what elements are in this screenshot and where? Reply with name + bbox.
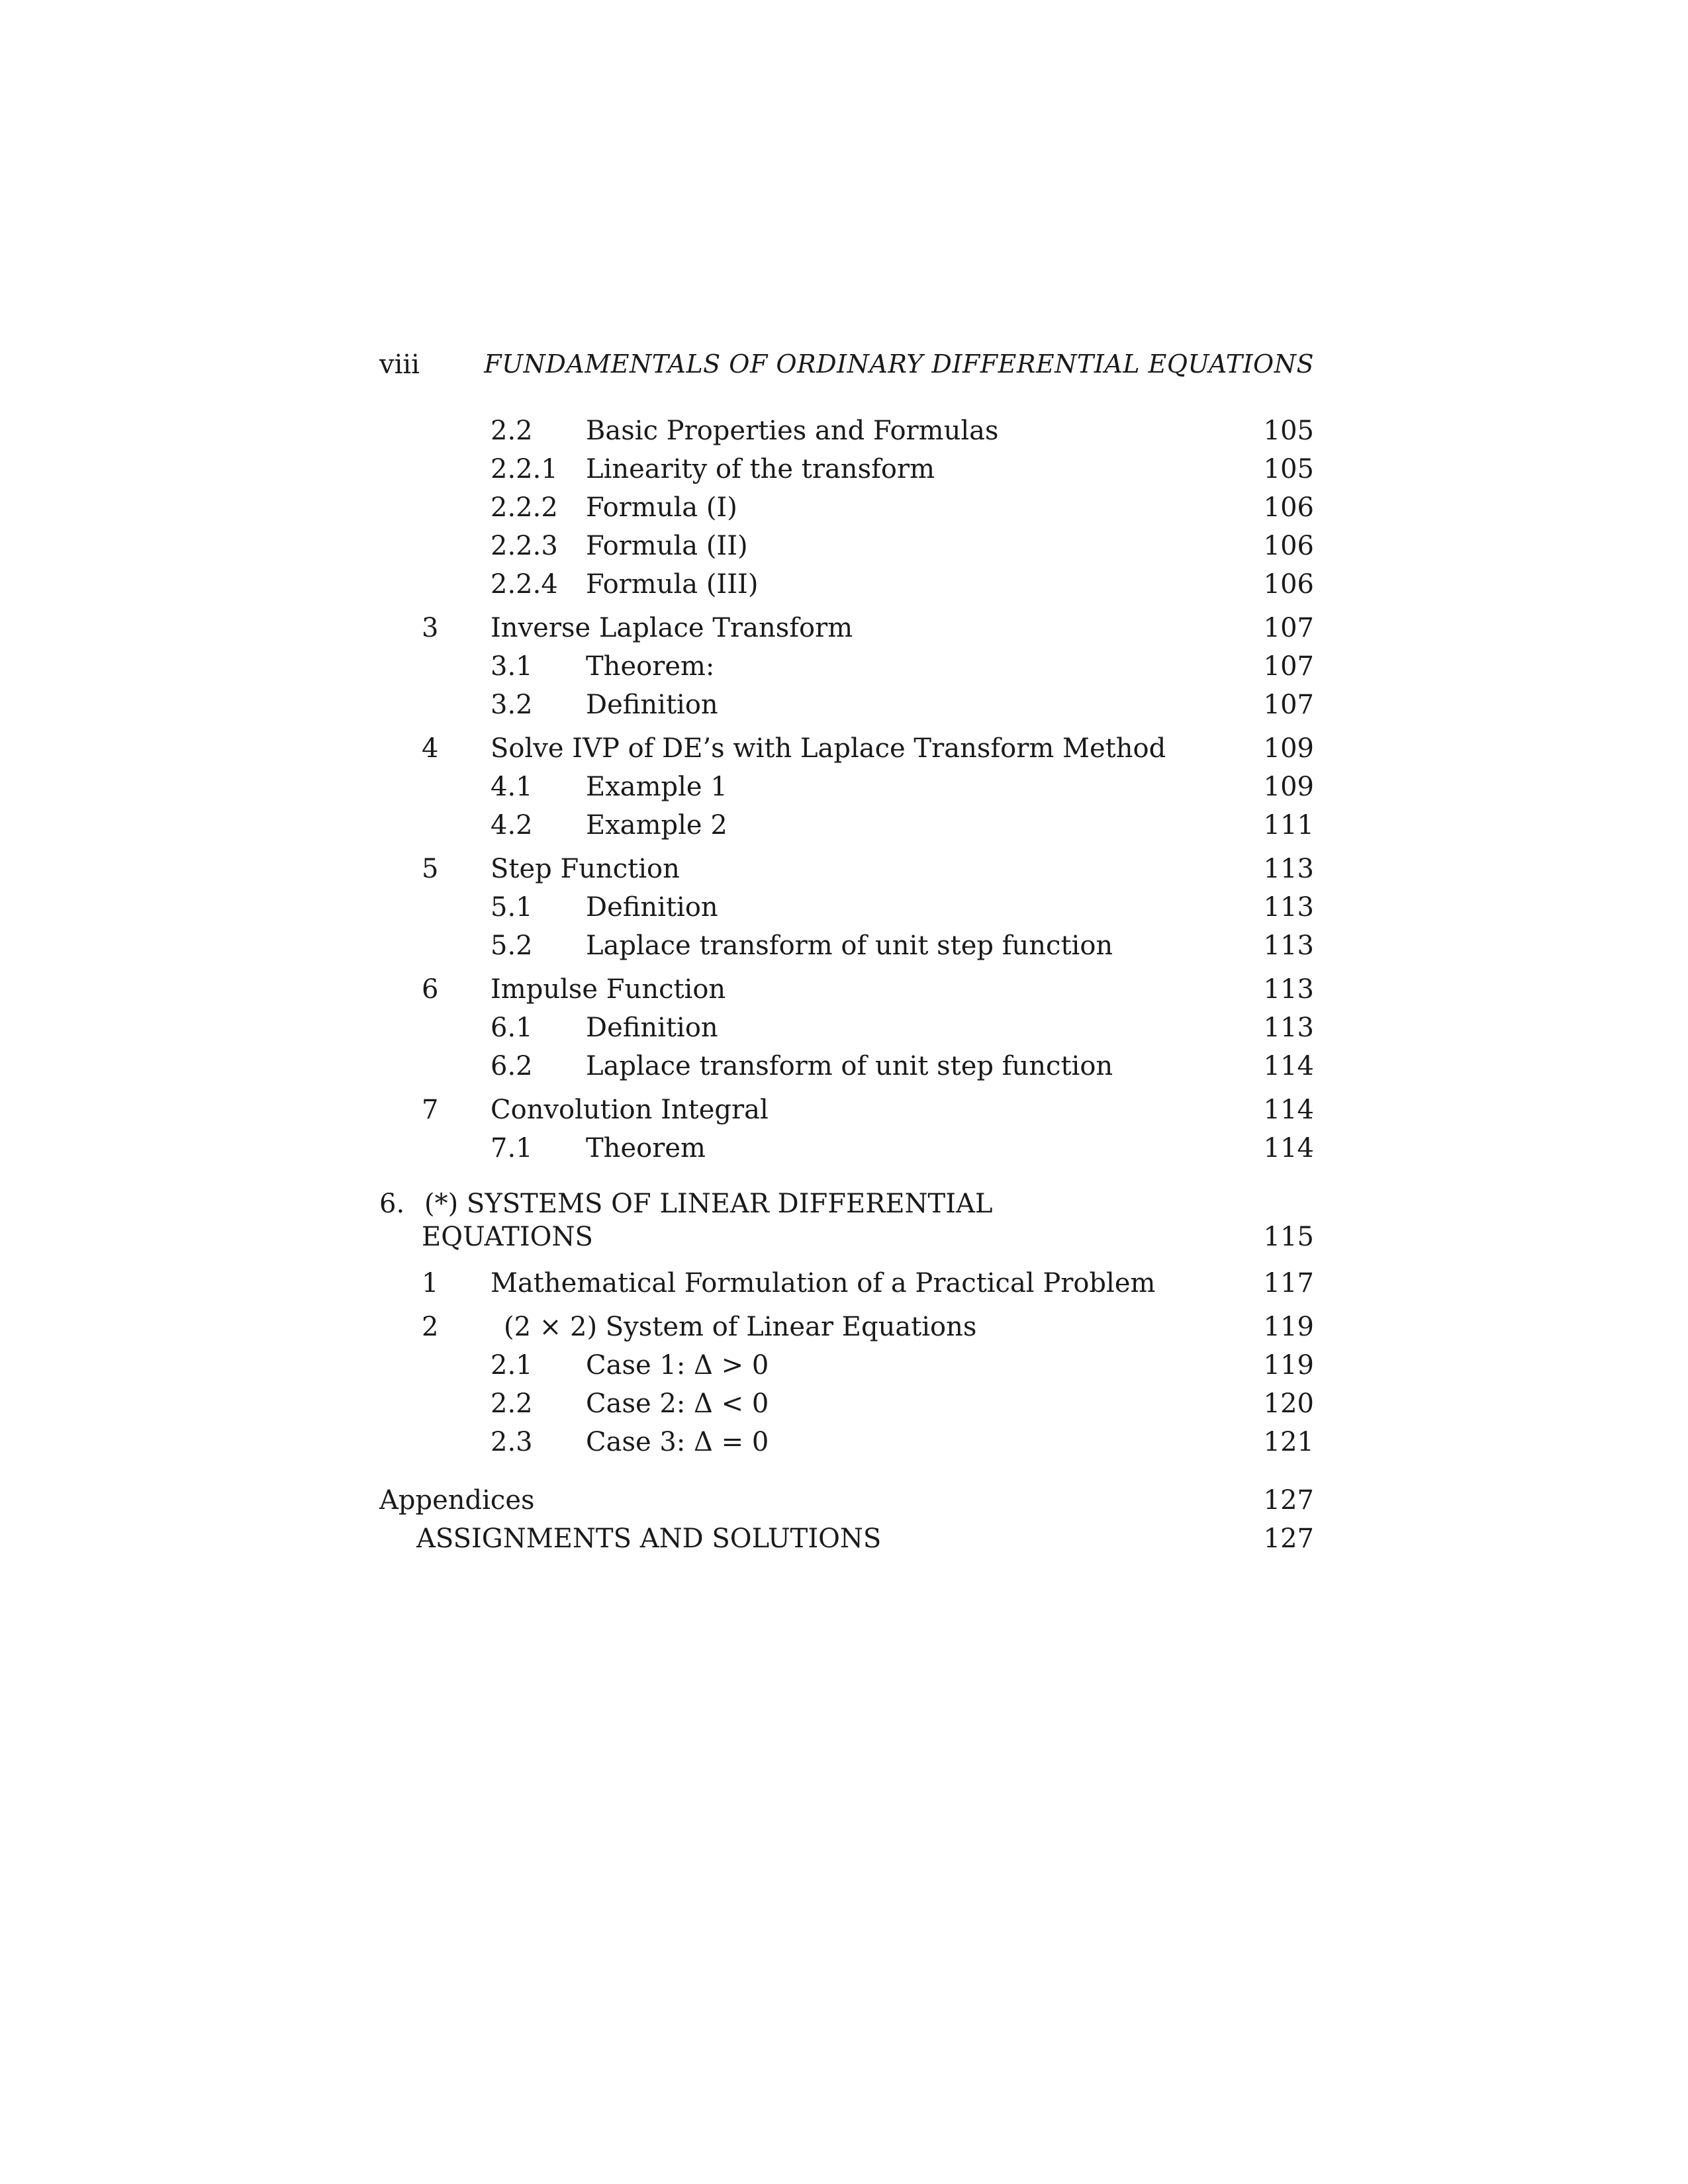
running-head	[379, 349, 1314, 389]
toc-title: Laplace transform of unit step function	[586, 931, 1113, 961]
toc-title: Linearity of the transform	[586, 454, 935, 484]
toc-entry-7[interactable]	[379, 1091, 1314, 1129]
toc-page: 114	[1263, 1133, 1314, 1163]
toc-title: Example 2	[586, 810, 727, 841]
toc-entry-ch6-1[interactable]	[379, 1264, 1314, 1302]
toc-title: Inverse Laplace Transform	[491, 613, 853, 643]
toc-number: 2.2	[491, 416, 533, 446]
toc-number: 2.2.2	[491, 492, 558, 523]
toc-page: 105	[1263, 454, 1314, 484]
toc-entry-3-1[interactable]	[379, 647, 1314, 686]
toc-number: 6	[422, 974, 439, 1005]
toc-entry-assignments[interactable]	[379, 1520, 1314, 1558]
toc-entry-7-1[interactable]	[379, 1129, 1314, 1167]
toc-page: 106	[1263, 569, 1314, 600]
toc-title: Formula (II)	[586, 531, 748, 561]
toc-entry-4-2[interactable]	[379, 806, 1314, 844]
chapter-title-line-2: EQUATIONS	[422, 1222, 593, 1252]
toc-page: 113	[1263, 892, 1314, 923]
toc-number: 2.2.4	[491, 569, 558, 600]
toc-entry-ch6-2-3[interactable]	[379, 1423, 1314, 1461]
toc-page: 114	[1263, 1095, 1314, 1125]
toc-entry-4-1[interactable]	[379, 768, 1314, 806]
toc-number: 3.2	[491, 690, 533, 720]
toc-page: 120	[1263, 1388, 1314, 1419]
toc-entry-2-2-1[interactable]	[379, 450, 1314, 488]
toc-page: 114	[1263, 1051, 1314, 1081]
toc-title: Formula (I)	[586, 492, 737, 523]
toc-number: 4.1	[491, 772, 533, 802]
toc-page: 111	[1263, 810, 1314, 841]
toc-page: 119	[1263, 1350, 1314, 1381]
toc-entry-2-2-2[interactable]	[379, 488, 1314, 527]
toc-title: Case 2: Δ < 0	[586, 1388, 769, 1419]
toc-number: 1	[422, 1268, 439, 1298]
toc-title: Impulse Function	[491, 974, 726, 1005]
toc-page: 106	[1263, 531, 1314, 561]
toc-number: 6.2	[491, 1051, 533, 1081]
toc-page: 113	[1263, 854, 1314, 884]
book-title: FUNDAMENTALS OF ORDINARY DIFFERENTIAL EQUATIONS	[484, 349, 1314, 379]
toc-page: 127	[1263, 1524, 1314, 1554]
toc-number: 5	[422, 854, 439, 884]
toc-number: 3.1	[491, 651, 533, 682]
toc-number: 2.2	[491, 1388, 533, 1419]
toc-title: Step Function	[491, 854, 680, 884]
toc-title: Mathematical Formulation of a Practical Problem	[491, 1268, 1156, 1298]
toc-page: 109	[1263, 733, 1314, 764]
toc-number: 4.2	[491, 810, 533, 841]
toc-title: Convolution Integral	[491, 1095, 769, 1125]
toc-entry-4[interactable]	[379, 729, 1314, 768]
toc-number: 2.3	[491, 1427, 533, 1457]
toc-title: Case 3: Δ = 0	[586, 1427, 769, 1457]
toc-title: Appendices	[379, 1485, 535, 1516]
toc-number: 2.2.3	[491, 531, 558, 561]
toc-entry-2-2-3[interactable]	[379, 527, 1314, 565]
toc-title: Theorem	[586, 1133, 706, 1163]
toc-page: 113	[1263, 931, 1314, 961]
chapter-page: 115	[1263, 1222, 1314, 1252]
toc-chapter-6[interactable]	[379, 1185, 1314, 1259]
toc-page: 127	[1263, 1485, 1314, 1516]
toc-title: Theorem:	[586, 651, 715, 682]
toc-page: 107	[1263, 613, 1314, 643]
toc-entry-ch6-2[interactable]	[379, 1308, 1314, 1346]
toc-entry-ch6-2-1[interactable]	[379, 1346, 1314, 1385]
toc-entry-3-2[interactable]	[379, 686, 1314, 724]
toc-number: 7.1	[491, 1133, 533, 1163]
toc-page: 109	[1263, 772, 1314, 802]
toc-entry-2-2[interactable]	[379, 412, 1314, 450]
toc-entry-6-2[interactable]	[379, 1047, 1314, 1085]
toc-page: 113	[1263, 1013, 1314, 1043]
toc-page: 119	[1263, 1312, 1314, 1342]
toc-number: 2.2.1	[491, 454, 558, 484]
toc-title: Laplace transform of unit step function	[586, 1051, 1113, 1081]
toc-entry-2-2-4[interactable]	[379, 565, 1314, 604]
toc-page: 105	[1263, 416, 1314, 446]
toc-page: 107	[1263, 690, 1314, 720]
toc-page: 121	[1263, 1427, 1314, 1457]
toc-number: 2.1	[491, 1350, 533, 1381]
toc-entry-6-1[interactable]	[379, 1009, 1314, 1047]
toc-entry-5-1[interactable]	[379, 888, 1314, 927]
toc-entry-5-2[interactable]	[379, 927, 1314, 965]
toc-title: Formula (III)	[586, 569, 759, 600]
toc-title: Definition	[586, 690, 718, 720]
toc-title: Solve IVP of DE’s with Laplace Transform Method	[491, 733, 1166, 764]
toc-page: 117	[1263, 1268, 1314, 1298]
toc-entry-appendices[interactable]	[379, 1481, 1314, 1520]
toc-entry-ch6-2-2[interactable]	[379, 1385, 1314, 1423]
toc-title: Basic Properties and Formulas	[586, 416, 999, 446]
toc-entry-6[interactable]	[379, 970, 1314, 1009]
toc-entry-3[interactable]	[379, 609, 1314, 647]
chapter-title-line-1: (*) SYSTEMS OF LINEAR DIFFERENTIAL	[424, 1189, 993, 1219]
page-folio: viii	[379, 349, 420, 380]
table-of-contents	[379, 412, 1314, 1558]
toc-number: 3	[422, 613, 439, 643]
toc-number: 5.1	[491, 892, 533, 923]
toc-number: 6.1	[491, 1013, 533, 1043]
toc-page: 107	[1263, 651, 1314, 682]
toc-title: Example 1	[586, 772, 727, 802]
toc-entry-5[interactable]	[379, 850, 1314, 888]
toc-title: (2 × 2) System of Linear Equations	[504, 1312, 977, 1342]
chapter-number: 6.	[379, 1189, 405, 1219]
toc-number: 4	[422, 733, 439, 764]
toc-title: Definition	[586, 1013, 718, 1043]
toc-number: 5.2	[491, 931, 533, 961]
toc-title: Case 1: Δ > 0	[586, 1350, 769, 1381]
toc-title: Definition	[586, 892, 718, 923]
toc-page: 113	[1263, 974, 1314, 1005]
toc-number: 7	[422, 1095, 439, 1125]
toc-title: ASSIGNMENTS AND SOLUTIONS	[416, 1524, 882, 1554]
toc-number: 2	[422, 1312, 439, 1342]
toc-page: 106	[1263, 492, 1314, 523]
